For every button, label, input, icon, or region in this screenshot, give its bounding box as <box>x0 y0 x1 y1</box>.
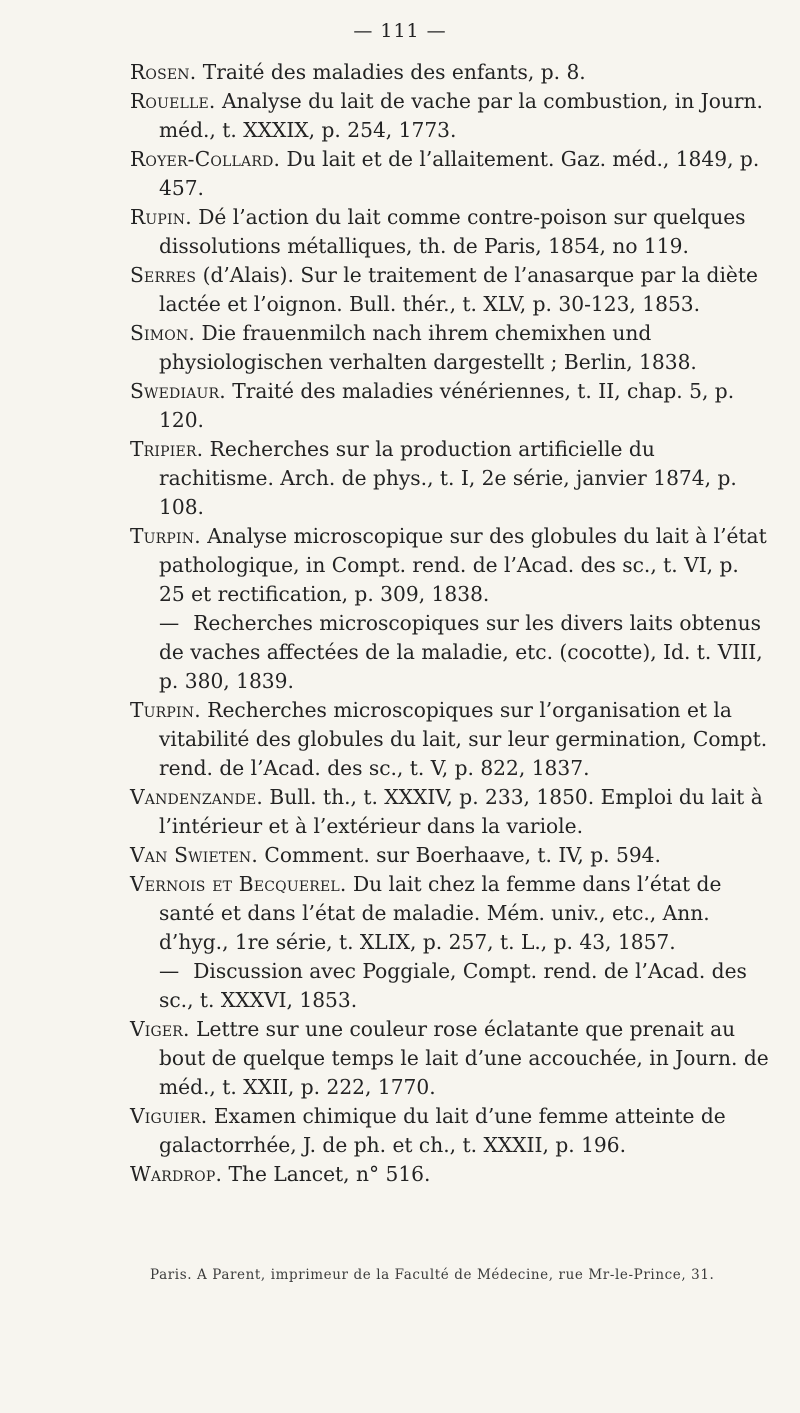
bibliography-list <box>130 58 770 1189</box>
bibliography-entry <box>130 522 770 609</box>
entry-author: Turpin. <box>130 698 201 722</box>
bibliography-entry <box>130 377 770 435</box>
entry-author: Tripier. <box>130 437 204 461</box>
entry-author: Swediaur. <box>130 379 226 403</box>
entry-author: Van Swieten. <box>130 843 258 867</box>
bibliography-entry <box>130 145 770 203</box>
bibliography-entry <box>130 58 770 87</box>
bibliography-entry <box>130 1015 770 1102</box>
continuation-dash: — <box>159 959 180 983</box>
continuation-dash: — <box>159 611 180 635</box>
entry-author: Rosen. <box>130 60 197 84</box>
entry-text: Analyse du lait de vache par la combustion, in Journ. méd., t. XXXIX, p. 254, 1773. <box>159 89 763 142</box>
entry-author: Vandenzande. <box>130 785 263 809</box>
bibliography-entry <box>130 261 770 319</box>
entry-author: Rouelle. <box>130 89 216 113</box>
entry-text: Comment. sur Boerhaave, t. IV, p. 594. <box>257 843 661 867</box>
bibliography-entry <box>130 1160 770 1189</box>
page-number: — 111 — <box>353 20 447 42</box>
entry-text: Recherches microscopiques sur les divers laits obtenus de vaches affectées de la maladie, etc. (cocotte), Id. t. VIII, p. 380, 1839. <box>159 611 763 693</box>
printer-colophon: Paris. A Parent, imprimeur de la Faculté de Médecine, rue Mr-le-Prince, 31. <box>150 1267 715 1283</box>
entry-text: Du lait chez la femme dans l’état de santé et dans l’état de maladie. Mém. univ., etc., Ann. d’hyg., 1re série, t. XLIX, p. 257, t. L., p. 43, 1857. <box>159 872 722 954</box>
entry-text: Examen chimique du lait d’une femme atteinte de galactorrhée, J. de ph. et ch., t. XXXII, p. 196. <box>159 1104 726 1157</box>
entry-author: Wardrop. <box>130 1162 223 1186</box>
entry-author: Viger. <box>130 1017 190 1041</box>
bibliography-entry-continuation <box>130 957 770 1015</box>
entry-text: Dé l’action du lait comme contre-poison sur quelques dissolutions métalliques, th. de Paris, 1854, no 119. <box>159 205 746 258</box>
bibliography-entry <box>130 870 770 957</box>
bibliography-entry <box>130 87 770 145</box>
bibliography-entry <box>130 203 770 261</box>
entry-text: Lettre sur une couleur rose éclatante que prenait au bout de quelque temps le lait d’une accouchée, in Journ. de méd., t. XXII, p. 222, 1770. <box>159 1017 769 1099</box>
entry-text: Traité des maladies vénériennes, t. II, chap. 5, p. 120. <box>159 379 735 432</box>
bibliography-entry <box>130 1102 770 1160</box>
entry-author: Viguier. <box>130 1104 208 1128</box>
entry-text: Du lait et de l’allaitement. Gaz. méd., 1849, p. 457. <box>159 147 760 200</box>
entry-text: Discussion avec Poggiale, Compt. rend. de l’Acad. des sc., t. XXXVI, 1853. <box>159 959 747 1012</box>
bibliography-entry <box>130 841 770 870</box>
entry-text: Recherches sur la production artificielle du rachitisme. Arch. de phys., t. I, 2e série, janvier 1874, p. 108. <box>159 437 737 519</box>
entry-author: Rupin. <box>130 205 192 229</box>
entry-author: Vernois et Becquerel. <box>130 872 347 896</box>
entry-text: The Lancet, n° 516. <box>222 1162 431 1186</box>
bibliography-entry <box>130 435 770 522</box>
bibliography-entry <box>130 319 770 377</box>
entry-text: Analyse microscopique sur des globules du lait à l’état pathologique, in Compt. rend. de l’Acad. des sc., t. VI, p. 25 et rectification, p. 309, 1838. <box>159 524 767 606</box>
bibliography-entry <box>130 696 770 783</box>
entry-text: (d’Alais). Sur le traitement de l’anasarque par la diète lactée et l’oignon. Bull. thér., t. XLV, p. 30-123, 1853. <box>159 263 758 316</box>
entry-text: Traité des maladies des enfants, p. 8. <box>196 60 586 84</box>
entry-text: Die frauenmilch nach ihrem chemixhen und physiologischen verhalten dargestellt ; Berlin, 1838. <box>159 321 697 374</box>
bibliography-entry <box>130 783 770 841</box>
entry-author: Serres <box>130 263 197 287</box>
entry-text: Recherches microscopiques sur l’organisation et la vitabilité des globules du lait, sur leur germination, Compt. rend. de l’Acad. des sc., t. V, p. 822, 1837. <box>159 698 768 780</box>
entry-author: Royer-Collard. <box>130 147 281 171</box>
bibliography-entry-continuation <box>130 609 770 696</box>
entry-author: Turpin. <box>130 524 201 548</box>
entry-author: Simon. <box>130 321 196 345</box>
entry-text: Bull. th., t. XXXIV, p. 233, 1850. Emploi du lait à l’intérieur et à l’extérieur dans la variole. <box>159 785 763 838</box>
